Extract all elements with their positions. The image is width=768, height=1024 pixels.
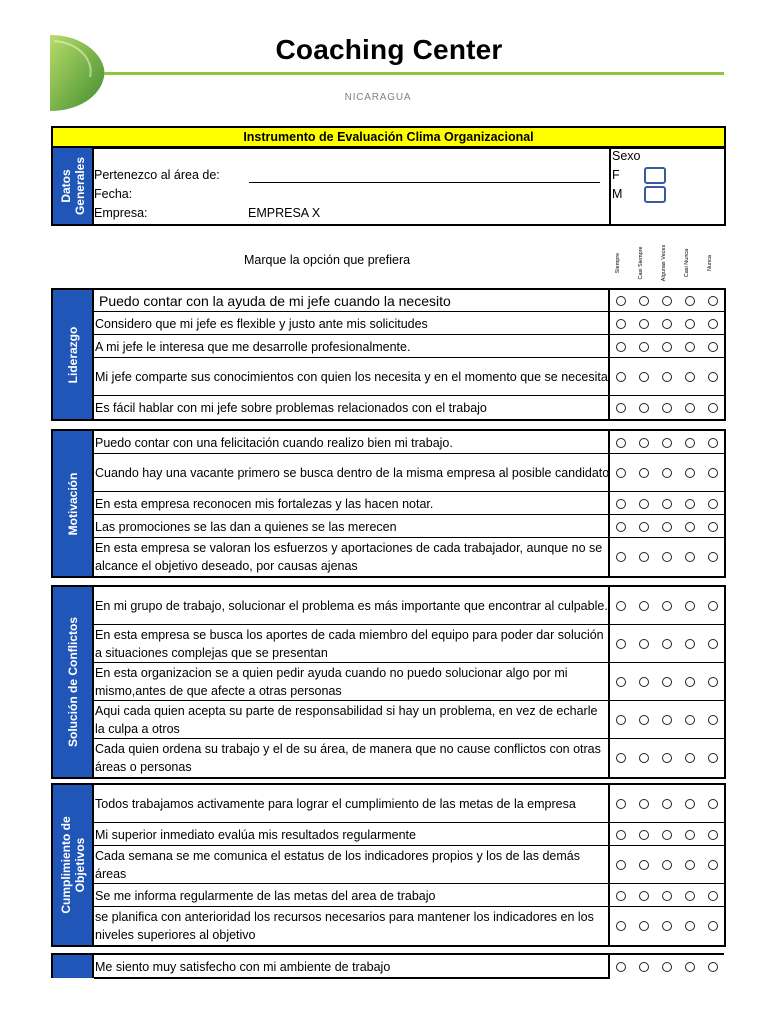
answer-options	[610, 625, 724, 663]
answer-options	[610, 454, 724, 492]
scale-header-casi-nunca: Casi Nunca	[684, 248, 690, 278]
radio-casi-nunca[interactable]	[685, 499, 695, 509]
radio-casi-nunca[interactable]	[685, 552, 695, 562]
answer-options	[610, 955, 724, 978]
radio-siempre[interactable]	[616, 403, 626, 413]
radio-casi-nunca[interactable]	[685, 715, 695, 725]
radio-casi-siempre[interactable]	[639, 799, 649, 809]
radio-siempre[interactable]	[616, 499, 626, 509]
radio-casi-nunca[interactable]	[685, 438, 695, 448]
answer-options	[610, 515, 724, 538]
section-label: Cumplimiento de Objetivos	[53, 785, 92, 945]
radio-casi-nunca[interactable]	[685, 891, 695, 901]
sexo-f-checkbox[interactable]	[644, 167, 666, 184]
field-empresa-value: EMPRESA X	[248, 206, 321, 220]
radio-siempre[interactable]	[616, 296, 626, 306]
radio-casi-nunca[interactable]	[685, 342, 695, 352]
question-text: Cada semana se me comunica el estatus de los indicadores propios y los de las demás áreas	[95, 849, 580, 881]
radio-nunca[interactable]	[708, 438, 718, 448]
radio-nunca[interactable]	[708, 639, 718, 649]
radio-algunas-veces[interactable]	[662, 677, 672, 687]
answer-options	[610, 846, 724, 884]
radio-casi-nunca[interactable]	[685, 753, 695, 763]
radio-casi-siempre[interactable]	[639, 342, 649, 352]
radio-algunas-veces[interactable]	[662, 522, 672, 532]
radio-nunca[interactable]	[708, 830, 718, 840]
answer-options	[610, 663, 724, 701]
radio-algunas-veces[interactable]	[662, 342, 672, 352]
radio-casi-nunca[interactable]	[685, 860, 695, 870]
section-label: Motivación	[53, 431, 92, 576]
question-text: En esta organizacion se a quien pedir ayuda cuando no puedo solucionar algo por mi mismo,antes de que afecte a otras personas	[95, 666, 568, 698]
radio-casi-nunca[interactable]	[685, 296, 695, 306]
radio-algunas-veces[interactable]	[662, 601, 672, 611]
radio-nunca[interactable]	[708, 860, 718, 870]
field-empresa-label: Empresa:	[94, 206, 148, 220]
answer-options	[610, 701, 724, 739]
radio-casi-nunca[interactable]	[685, 962, 695, 972]
radio-nunca[interactable]	[708, 342, 718, 352]
radio-nunca[interactable]	[708, 799, 718, 809]
radio-algunas-veces[interactable]	[662, 715, 672, 725]
radio-siempre[interactable]	[616, 372, 626, 382]
answer-options	[610, 290, 724, 312]
answer-options	[610, 739, 724, 777]
brand-title: Coaching Center	[275, 34, 503, 65]
radio-siempre[interactable]	[616, 438, 626, 448]
radio-casi-siempre[interactable]	[639, 921, 649, 931]
radio-nunca[interactable]	[708, 601, 718, 611]
answer-options	[610, 785, 724, 823]
answer-options	[610, 823, 724, 846]
radio-casi-siempre[interactable]	[639, 860, 649, 870]
radio-casi-nunca[interactable]	[685, 830, 695, 840]
radio-casi-nunca[interactable]	[685, 921, 695, 931]
radio-algunas-veces[interactable]	[662, 860, 672, 870]
radio-casi-siempre[interactable]	[639, 438, 649, 448]
question-text: Mi superior inmediato evalúa mis resultados regularmente	[95, 827, 416, 842]
question-text: Las promociones se las dan a quienes se las merecen	[95, 519, 397, 534]
radio-casi-nunca[interactable]	[685, 677, 695, 687]
sexo-m-checkbox[interactable]	[644, 186, 666, 203]
question-text: Puedo contar con la ayuda de mi jefe cuando la necesito	[99, 293, 451, 309]
general-data-label: Datos Generales	[53, 148, 92, 224]
section-1	[51, 288, 726, 421]
radio-algunas-veces[interactable]	[662, 499, 672, 509]
radio-algunas-veces[interactable]	[662, 296, 672, 306]
answer-options	[610, 884, 724, 907]
radio-casi-nunca[interactable]	[685, 601, 695, 611]
scale-header-algunas-veces: Algunas Veces	[661, 244, 667, 282]
radio-nunca[interactable]	[708, 715, 718, 725]
question-text: Considero que mi jefe es flexible y justo ante mis solicitudes	[95, 316, 428, 331]
radio-casi-siempre[interactable]	[639, 677, 649, 687]
radio-casi-nunca[interactable]	[685, 639, 695, 649]
radio-siempre[interactable]	[616, 677, 626, 687]
radio-algunas-veces[interactable]	[662, 372, 672, 382]
question-text: Me siento muy satisfecho con mi ambiente de trabajo	[95, 959, 391, 974]
radio-algunas-veces[interactable]	[662, 319, 672, 329]
radio-casi-siempre[interactable]	[639, 296, 649, 306]
radio-casi-nunca[interactable]	[685, 372, 695, 382]
section-2	[51, 429, 726, 578]
question-text: Todos trabajamos activamente para lograr el cumplimiento de las metas de la empresa	[95, 797, 576, 811]
radio-siempre[interactable]	[616, 753, 626, 763]
section-label: Solución de Conflictos	[53, 587, 92, 777]
radio-nunca[interactable]	[708, 403, 718, 413]
radio-casi-siempre[interactable]	[639, 403, 649, 413]
radio-casi-siempre[interactable]	[639, 601, 649, 611]
section-4	[51, 783, 726, 947]
radio-siempre[interactable]	[616, 891, 626, 901]
answer-options	[610, 312, 724, 335]
radio-algunas-veces[interactable]	[662, 799, 672, 809]
radio-algunas-veces[interactable]	[662, 891, 672, 901]
question-text: Aqui cada quien acepta su parte de responsabilidad si hay un problema, en vez de echarle la culpa a otros	[95, 704, 598, 736]
radio-siempre[interactable]	[616, 342, 626, 352]
radio-nunca[interactable]	[708, 499, 718, 509]
answer-options	[610, 431, 724, 454]
radio-casi-nunca[interactable]	[685, 468, 695, 478]
radio-siempre[interactable]	[616, 799, 626, 809]
radio-siempre[interactable]	[616, 468, 626, 478]
radio-siempre[interactable]	[616, 522, 626, 532]
answer-options	[610, 587, 724, 625]
question-text: A mi jefe le interesa que me desarrolle profesionalmente.	[95, 339, 411, 354]
radio-casi-siempre[interactable]	[639, 499, 649, 509]
radio-nunca[interactable]	[708, 962, 718, 972]
question-text: En esta empresa se valoran los esfuerzos y aportaciones de cada trabajador, aunque no se alcance el objetivo deseado, por causas ajenas	[95, 541, 603, 573]
radio-siempre[interactable]	[616, 921, 626, 931]
form-title: Instrumento de Evaluación Clima Organizacional	[51, 126, 726, 149]
answer-options	[610, 396, 724, 419]
question-text: Cada quien ordena su trabajo y el de su área, de manera que no cause conflictos con otras áreas o personas	[95, 742, 601, 774]
question-text: En esta empresa se busca los aportes de cada miembro del equipo para poder dar solución a situaciones complejas que se presentan	[95, 628, 604, 660]
radio-casi-nunca[interactable]	[685, 319, 695, 329]
radio-casi-siempre[interactable]	[639, 891, 649, 901]
scale-header-casi-siempre: Casi Siempre	[638, 246, 644, 280]
radio-siempre[interactable]	[616, 552, 626, 562]
radio-nunca[interactable]	[708, 296, 718, 306]
radio-algunas-veces[interactable]	[662, 438, 672, 448]
radio-algunas-veces[interactable]	[662, 830, 672, 840]
field-fecha-label: Fecha:	[94, 187, 133, 201]
radio-casi-siempre[interactable]	[639, 715, 649, 725]
radio-casi-nunca[interactable]	[685, 403, 695, 413]
section-label	[53, 955, 92, 978]
radio-casi-nunca[interactable]	[685, 522, 695, 532]
answer-options	[610, 538, 724, 576]
radio-siempre[interactable]	[616, 601, 626, 611]
answer-options	[610, 358, 724, 396]
radio-siempre[interactable]	[616, 319, 626, 329]
sexo-f-label: F	[612, 168, 620, 182]
radio-algunas-veces[interactable]	[662, 403, 672, 413]
radio-algunas-veces[interactable]	[662, 639, 672, 649]
radio-casi-siempre[interactable]	[639, 468, 649, 478]
radio-nunca[interactable]	[708, 522, 718, 532]
radio-nunca[interactable]	[708, 372, 718, 382]
question-text: En mi grupo de trabajo, solucionar el problema es más importante que encontrar al culpable.	[95, 599, 608, 613]
answer-options	[610, 335, 724, 358]
answer-options	[610, 907, 724, 945]
field-area-label: Pertenezco al área de:	[94, 168, 220, 182]
sexo-label: Sexo	[612, 149, 641, 163]
radio-siempre[interactable]	[616, 639, 626, 649]
radio-algunas-veces[interactable]	[662, 962, 672, 972]
instruction-text: Marque la opción que prefiera	[244, 253, 411, 267]
scale-header-siempre: Siempre	[615, 252, 621, 274]
radio-siempre[interactable]	[616, 860, 626, 870]
radio-siempre[interactable]	[616, 830, 626, 840]
radio-nunca[interactable]	[708, 468, 718, 478]
question-text: Puedo contar con una felicitación cuando realizo bien mi trabajo.	[95, 435, 453, 450]
brand-divider	[104, 72, 724, 75]
sexo-m-label: M	[612, 187, 623, 201]
radio-casi-siempre[interactable]	[639, 372, 649, 382]
area-input-line[interactable]	[249, 182, 600, 183]
radio-algunas-veces[interactable]	[662, 753, 672, 763]
radio-nunca[interactable]	[708, 753, 718, 763]
section-label: Liderazgo	[53, 290, 92, 419]
radio-siempre[interactable]	[616, 962, 626, 972]
question-text: se planifica con anterioridad los recursos necesarios para mantener los indicadores en los niveles superiores al objetivo	[95, 910, 594, 942]
radio-casi-siempre[interactable]	[639, 830, 649, 840]
radio-algunas-veces[interactable]	[662, 552, 672, 562]
radio-algunas-veces[interactable]	[662, 468, 672, 478]
radio-casi-siempre[interactable]	[639, 319, 649, 329]
section-5	[51, 953, 724, 978]
radio-casi-siempre[interactable]	[639, 522, 649, 532]
general-data-box	[51, 146, 726, 226]
radio-nunca[interactable]	[708, 552, 718, 562]
question-text: En esta empresa reconocen mis fortalezas y las hacen notar.	[95, 496, 434, 511]
scale-header-nunca: Nunca	[707, 255, 713, 271]
radio-nunca[interactable]	[708, 891, 718, 901]
radio-casi-nunca[interactable]	[685, 799, 695, 809]
question-text: Cuando hay una vacante primero se busca dentro de la misma empresa al posible candidato	[95, 466, 610, 480]
radio-casi-siempre[interactable]	[639, 552, 649, 562]
radio-nunca[interactable]	[708, 319, 718, 329]
radio-nunca[interactable]	[708, 677, 718, 687]
answer-options	[610, 492, 724, 515]
question-text: Es fácil hablar con mi jefe sobre problemas relacionados con el trabajo	[95, 400, 487, 415]
radio-casi-siempre[interactable]	[639, 753, 649, 763]
radio-casi-siempre[interactable]	[639, 639, 649, 649]
radio-nunca[interactable]	[708, 921, 718, 931]
radio-casi-siempre[interactable]	[639, 962, 649, 972]
question-text: Mi jefe comparte sus conocimientos con quien los necesita y en el momento que se necesita	[95, 370, 608, 384]
radio-siempre[interactable]	[616, 715, 626, 725]
brand-subtitle: NICARAGUA	[344, 92, 412, 103]
section-3	[51, 585, 726, 779]
radio-algunas-veces[interactable]	[662, 921, 672, 931]
question-text: Se me informa regularmente de las metas del area de trabajo	[95, 888, 436, 903]
